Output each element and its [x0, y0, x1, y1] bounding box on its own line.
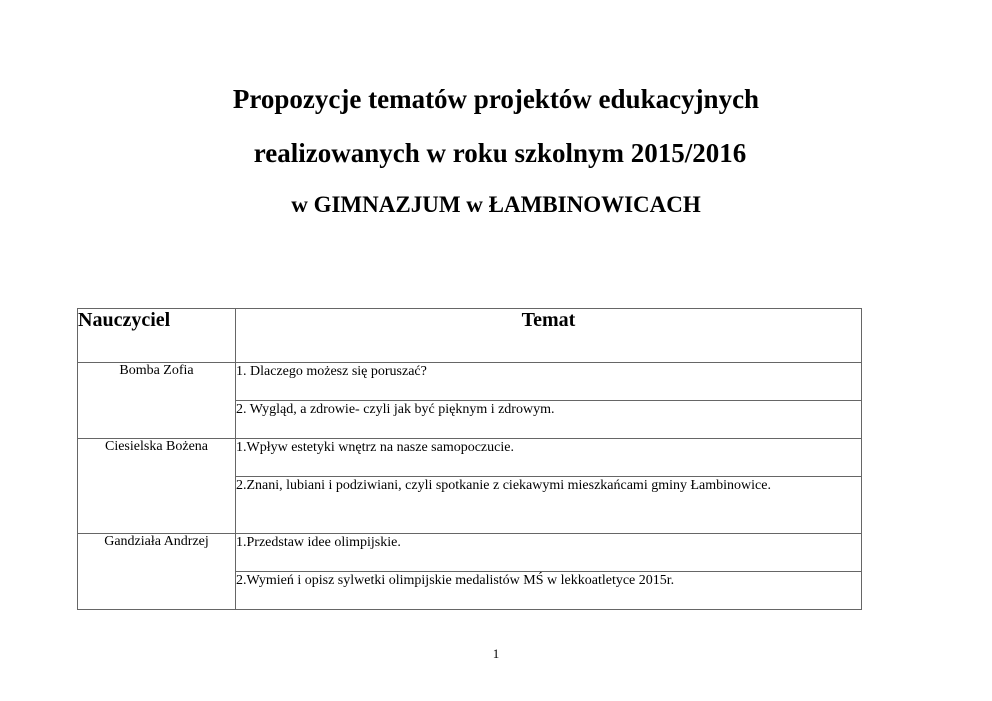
- teacher-cell: Gandziała Andrzej: [78, 534, 236, 610]
- table-row: [78, 534, 862, 572]
- topic-cell: 1.Przedstaw idee olimpijskie.: [236, 534, 862, 572]
- topic-cell: 2. Wygląd, a zdrowie- czyli jak być pięknym i zdrowym.: [236, 401, 862, 439]
- topic-cell: 2.Znani, lubiani i podziwiani, czyli spotkanie z ciekawymi mieszkańcami gminy Łambinowice.: [236, 477, 862, 534]
- topic-cell: 1.Wpływ estetyki wnętrz na nasze samopoczucie.: [236, 439, 862, 477]
- topic-cell: 1. Dlaczego możesz się poruszać?: [236, 363, 862, 401]
- teacher-cell: Ciesielska Bożena: [78, 439, 236, 534]
- document-title-line-2: realizowanych w roku szkolnym 2015/2016: [253, 138, 747, 168]
- page-number: 1: [492, 646, 500, 661]
- header-teacher: Nauczyciel: [78, 309, 236, 363]
- topics-table: [77, 308, 862, 610]
- document-title-line-1: Propozycje tematów projektów edukacyjnych: [232, 84, 760, 114]
- document-title-line-3: w GIMNAZJUM w ŁAMBINOWICACH: [291, 192, 701, 217]
- table-row: [78, 439, 862, 477]
- teacher-cell: Bomba Zofia: [78, 363, 236, 439]
- header-topic: Temat: [236, 309, 862, 363]
- topic-cell: 2.Wymień i opisz sylwetki olimpijskie medalistów MŚ w lekkoatletyce 2015r.: [236, 572, 862, 610]
- table-row: [78, 363, 862, 401]
- table-header-row: [78, 309, 862, 363]
